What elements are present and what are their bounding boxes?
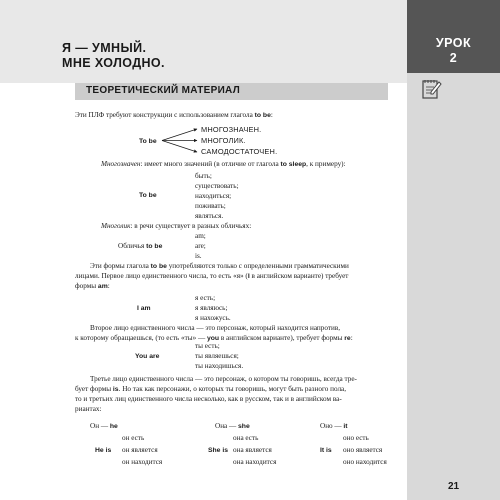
form-is: is.: [195, 252, 202, 260]
form-are: are;: [195, 242, 206, 250]
it-meaning-2: оно является: [343, 446, 383, 454]
option-mnogolik: МНОГОЛИК.: [201, 136, 246, 145]
pronoun-it-heading: [320, 422, 348, 431]
forms-intro-bold-am: am: [97, 283, 108, 290]
meaning-5: являться.: [195, 212, 224, 220]
third-person-line4: риантах:: [75, 405, 102, 413]
intro-sentence: [75, 111, 273, 120]
pronoun-it-ru: Оно —: [320, 422, 344, 430]
forms-intro-text-b: употребляются только с определенными грамматическими: [166, 262, 349, 270]
she-meaning-1: она есть: [233, 434, 259, 442]
it-meaning-1: оно есть: [343, 434, 369, 442]
mnogoznachen-line: [101, 160, 346, 169]
third-person-line1: Третье лицо единственного числа — это персонаж, о котором ты говоришь, всегда тре-: [90, 375, 357, 383]
intro-suffix: :: [270, 111, 273, 119]
third-person-bold-is: is: [112, 386, 119, 393]
lesson-label-line1: УРОК: [435, 36, 472, 50]
forms-intro-text-f: :: [107, 282, 110, 290]
forms-intro-verb: to be: [150, 263, 167, 270]
she-meaning-2: она является: [233, 446, 272, 454]
second-person-line1: Второе лицо единственного числа — это персонаж, который находится напротив,: [90, 324, 341, 332]
lesson-badge: [407, 0, 500, 73]
forms-label-verb: to be: [146, 243, 163, 250]
forms-label-prefix: Обличья: [118, 242, 147, 250]
forms-intro-text-c: лицами. Первое лицо единственного числа, то есть «я» (: [75, 272, 248, 280]
forms-intro-text-e: формы: [75, 282, 98, 290]
i-am-meaning-3: я нахожусь.: [195, 314, 231, 322]
i-am-label: I am: [137, 305, 151, 312]
form-am: am;: [195, 232, 206, 240]
pronoun-she-en: she: [238, 423, 250, 430]
pronoun-he-heading: [90, 422, 118, 431]
pronoun-he-ru: Он —: [90, 422, 110, 430]
chapter-title-line1: Я — УМНЫЙ.: [62, 41, 147, 55]
mnogoznachen-suffix: , к примеру):: [306, 160, 346, 168]
you-are-meaning-1: ты есть;: [195, 342, 220, 350]
he-is-label: He is: [95, 447, 112, 454]
meaning-3: находиться;: [195, 192, 232, 200]
mnogolik-line: [101, 222, 251, 231]
she-meaning-3: она находится: [233, 458, 277, 466]
forms-intro-line1: [90, 262, 349, 271]
mnogolik-term: Многолик: [101, 222, 131, 230]
page-number: 21: [447, 481, 460, 492]
second-person-bold-re: re: [344, 335, 351, 342]
option-samodostatochen: САМОДОСТАТОЧЕН.: [201, 147, 278, 156]
branch-arrows: [161, 126, 199, 156]
third-person-line3: то и третьих лиц единственного числа несколько, как в русском, так и в английском ва-: [75, 395, 342, 403]
i-am-meaning-1: я есть;: [195, 294, 216, 302]
forms-intro-text-a: Эти формы глагола: [90, 262, 151, 270]
notebook-pencil-icon: [422, 78, 442, 100]
meaning-4: поживать;: [195, 202, 226, 210]
pronoun-she-heading: [215, 422, 250, 431]
meaning-2: существовать;: [195, 182, 239, 190]
chapter-title-line2: МНЕ ХОЛОДНО.: [62, 56, 165, 70]
to-be-label-2: To be: [139, 192, 157, 199]
you-are-meaning-2: ты являешься;: [195, 352, 239, 360]
option-mnogoznachen: МНОГОЗНАЧЕН.: [201, 125, 262, 134]
it-is-label: It is: [320, 447, 332, 454]
to-be-label: To be: [139, 138, 157, 145]
section-header: [75, 83, 388, 100]
intro-text: Эти ПЛФ требуют конструкции с использованием глагола: [75, 111, 255, 119]
he-meaning-1: он есть: [122, 434, 145, 442]
second-person-text-c: :: [350, 334, 353, 342]
forms-intro-bold-i: I: [247, 273, 250, 280]
forms-intro-line2: [75, 272, 348, 281]
third-person-text-a: бует формы: [75, 385, 113, 393]
chapter-title: [62, 41, 165, 71]
pronoun-she-ru: Она —: [215, 422, 239, 430]
pronoun-he-en: he: [109, 423, 118, 430]
you-are-meaning-3: ты находишься.: [195, 362, 244, 370]
mnogoznachen-term: Многозначен: [101, 160, 141, 168]
section-title: ТЕОРЕТИЧЕСКИЙ МАТЕРИАЛ: [86, 85, 241, 96]
i-am-meaning-2: я являюсь;: [195, 304, 228, 312]
he-meaning-2: он является: [122, 446, 158, 454]
mnogolik-text: : в речи существует в разных обличьях:: [130, 222, 252, 230]
third-person-line2: [75, 385, 346, 394]
meaning-1: быть;: [195, 172, 212, 180]
forms-intro-line3: [75, 282, 110, 291]
forms-intro-text-d: в английском варианте) требует: [249, 272, 349, 280]
pronoun-it-en: it: [343, 423, 348, 430]
third-person-text-b: . Но так как персонажи, о которых ты говоришь, могут быть разного пола,: [118, 385, 347, 393]
mnogoznachen-verb: to sleep: [280, 161, 307, 168]
mnogoznachen-text: : имеет много значений (в отличие от глагола: [140, 160, 281, 168]
forms-label: [118, 242, 162, 251]
second-person-bold-you: you: [206, 335, 220, 342]
second-person-text-b: в английском варианте), требует формы: [219, 334, 345, 342]
it-meaning-3: оно находится: [343, 458, 387, 466]
side-tab: [407, 0, 500, 500]
second-person-text-a: к которому обращаешься, (то есть «ты» —: [75, 334, 207, 342]
lesson-label-line2: 2: [449, 51, 458, 65]
she-is-label: She is: [208, 447, 229, 454]
lesson-label: [407, 36, 500, 66]
you-are-label: You are: [135, 353, 160, 360]
intro-verb: to be: [254, 112, 271, 119]
he-meaning-3: он находится: [122, 458, 163, 466]
